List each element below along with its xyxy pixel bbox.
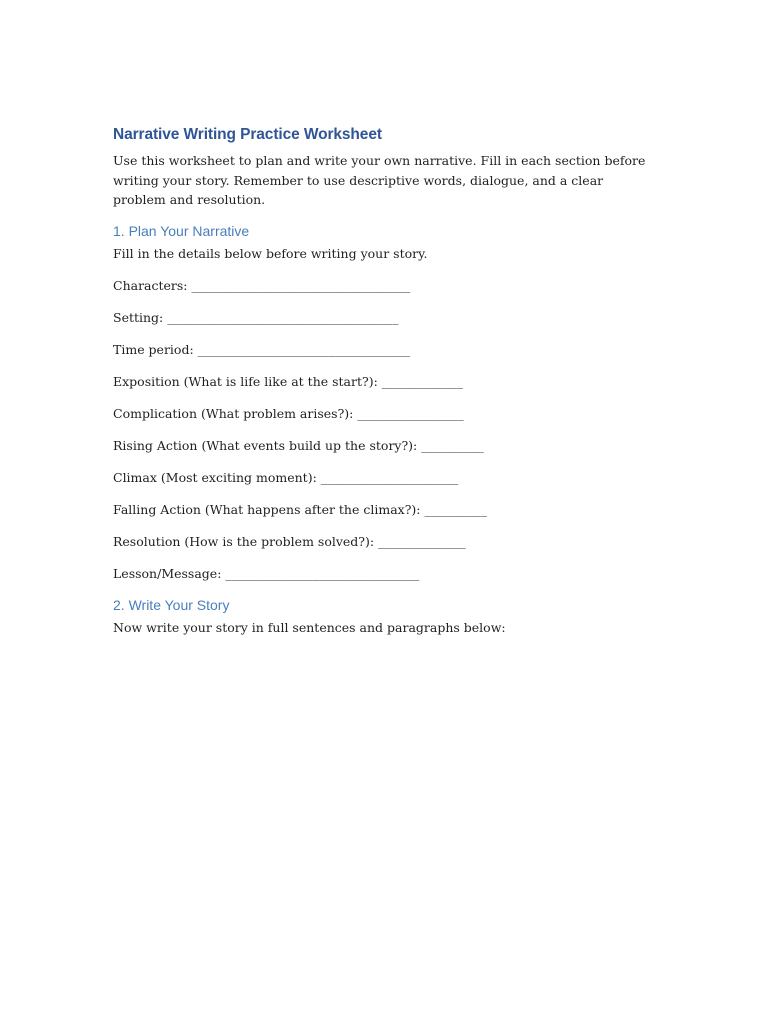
field-resolution[interactable]: Resolution (How is the problem solved?): ______________ — [113, 533, 466, 549]
page-title: Narrative Writing Practice Worksheet — [113, 126, 382, 143]
section-description-plan: Fill in the details below before writing your story. — [113, 245, 428, 261]
field-setting[interactable]: Setting: _____________________________________ — [113, 309, 399, 325]
field-exposition[interactable]: Exposition (What is life like at the start?): _____________ — [113, 373, 464, 389]
field-climax[interactable]: Climax (Most exciting moment): ______________________ — [113, 469, 459, 485]
section-heading-plan: 1. Plan Your Narrative — [113, 222, 250, 239]
field-lesson-message[interactable]: Lesson/Message: _______________________________ — [113, 565, 420, 581]
section-heading-write: 2. Write Your Story — [113, 596, 230, 613]
field-complication[interactable]: Complication (What problem arises?): _________________ — [113, 405, 464, 421]
field-characters[interactable]: Characters: ___________________________________ — [113, 277, 411, 293]
plan-fields-list — [113, 276, 658, 583]
intro-paragraph: Use this worksheet to plan and write your own narrative. Fill in each section before writing your story. Remember to use descriptive words, dialogue, and a clear problem and resolution. — [113, 153, 646, 207]
section-description-write: Now write your story in full sentences and paragraphs below: — [113, 619, 506, 635]
field-time-period[interactable]: Time period: __________________________________ — [113, 341, 411, 357]
field-rising-action[interactable]: Rising Action (What events build up the story?): __________ — [113, 437, 484, 453]
field-falling-action[interactable]: Falling Action (What happens after the climax?): __________ — [113, 501, 487, 517]
worksheet-page — [113, 124, 658, 650]
